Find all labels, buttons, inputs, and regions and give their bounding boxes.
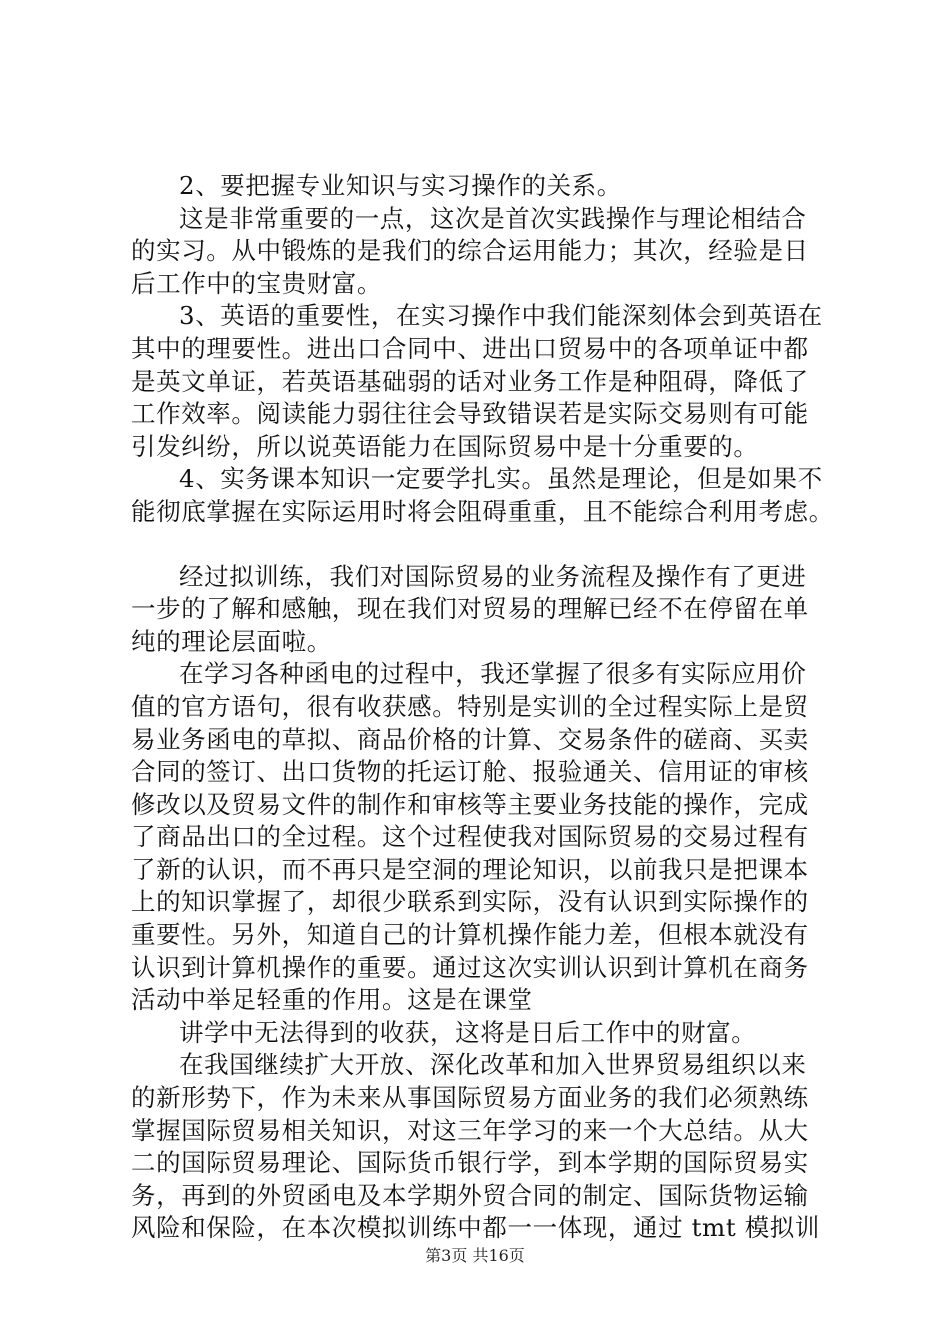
document-body xyxy=(131,170,834,1245)
paragraph-8 xyxy=(131,1049,831,1245)
paragraph-4 xyxy=(131,463,834,528)
text-line: 了新的认识，而不再只是空洞的理论知识，以前我只是把课本 xyxy=(131,854,809,884)
text-line: 3、英语的重要性，在实习操作中我们能深刻体会到英语在 xyxy=(179,301,823,331)
text-line: 纯的理论层面啦。 xyxy=(131,626,332,656)
paragraph-5 xyxy=(131,561,831,659)
page-footer: 第3页 共16页 xyxy=(425,1246,525,1265)
text-line: 讲学中无法得到的收获，这将是日后工作中的财富。 xyxy=(179,1017,757,1047)
text-line: 其中的理要性。进出口合同中、进出口贸易中的各项单证中都 xyxy=(131,333,809,363)
text-line: 的实习。从中锻炼的是我们的综合运用能力；其次，经验是日 xyxy=(131,236,809,266)
text-line: 重要性。另外，知道自己的计算机操作能力差，但根本就没有 xyxy=(131,920,809,950)
text-line: 务，再到的外贸函电及本学期外贸合同的制定、国际货物运输 xyxy=(131,1180,809,1210)
text-line: 修改以及贸易文件的制作和审核等主要业务技能的操作，完成 xyxy=(131,789,809,819)
text-line: 经过拟训练，我们对国际贸易的业务流程及操作有了更进 xyxy=(179,561,807,591)
text-line: 二的国际贸易理论、国际货币银行学，到本学期的国际贸易实 xyxy=(131,1148,809,1178)
paragraph-2 xyxy=(131,203,831,301)
text-line: 风险和保险，在本次模拟训练中都一一体现，通过 tmt 模拟训 xyxy=(131,1213,820,1243)
text-line: 认识到计算机操作的重要。通过这次实训认识到计算机在商务 xyxy=(131,952,809,982)
text-line: 是英文单证，若英语基础弱的话对业务工作是种阻碍，降低了 xyxy=(131,366,809,396)
text-line: 掌握国际贸易相关知识，对这三年学习的来一个大总结。从大 xyxy=(131,1115,809,1145)
text-line: 4、实务课本知识一定要学扎实。虽然是理论，但是如果不 xyxy=(179,464,823,494)
text-line: 一步的了解和感触，现在我们对贸易的理解已经不在停留在单 xyxy=(131,594,809,624)
text-line: 活动中举足轻重的作用。这是在课堂 xyxy=(131,985,533,1015)
text-line: 上的知识掌握了，却很少联系到实际，没有认识到实际操作的 xyxy=(131,887,809,917)
text-line: 在我国继续扩大开放、深化改革和加入世界贸易组织以来 xyxy=(179,1050,807,1080)
text-line: 易业务函电的草拟、商品价格的计算、交易条件的磋商、买卖 xyxy=(131,724,809,754)
paragraph-3 xyxy=(131,300,831,463)
text-line: 这是非常重要的一点，这次是首次实践操作与理论相结合 xyxy=(179,203,807,233)
paragraph-gap xyxy=(131,529,831,561)
text-line: 引发纠纷，所以说英语能力在国际贸易中是十分重要的。 xyxy=(131,431,759,461)
text-line: 2、要把握专业知识与实习操作的关系。 xyxy=(179,171,622,200)
paragraph-6 xyxy=(131,658,831,1017)
text-line: 合同的签订、出口货物的托运订舱、报验通关、信用证的审核 xyxy=(131,757,809,787)
paragraph-7 xyxy=(131,1017,831,1050)
text-line: 工作效率。阅读能力弱往往会导致错误若是实际交易则有可能 xyxy=(131,399,809,429)
text-line: 后工作中的宝贵财富。 xyxy=(131,268,382,298)
text-line: 在学习各种函电的过程中，我还掌握了很多有实际应用价 xyxy=(179,659,807,689)
paragraph-1 xyxy=(131,170,831,203)
text-line: 值的官方语句，很有收获感。特别是实训的全过程实际上是贸 xyxy=(131,691,809,721)
text-line: 了商品出口的全过程。这个过程使我对国际贸易的交易过程有 xyxy=(131,822,809,852)
text-line: 能彻底掌握在实际运用时将会阻碍重重，且不能综合利用考虑。 xyxy=(131,496,834,526)
text-line: 的新形势下，作为未来从事国际贸易方面业务的我们必须熟练 xyxy=(131,1083,809,1113)
